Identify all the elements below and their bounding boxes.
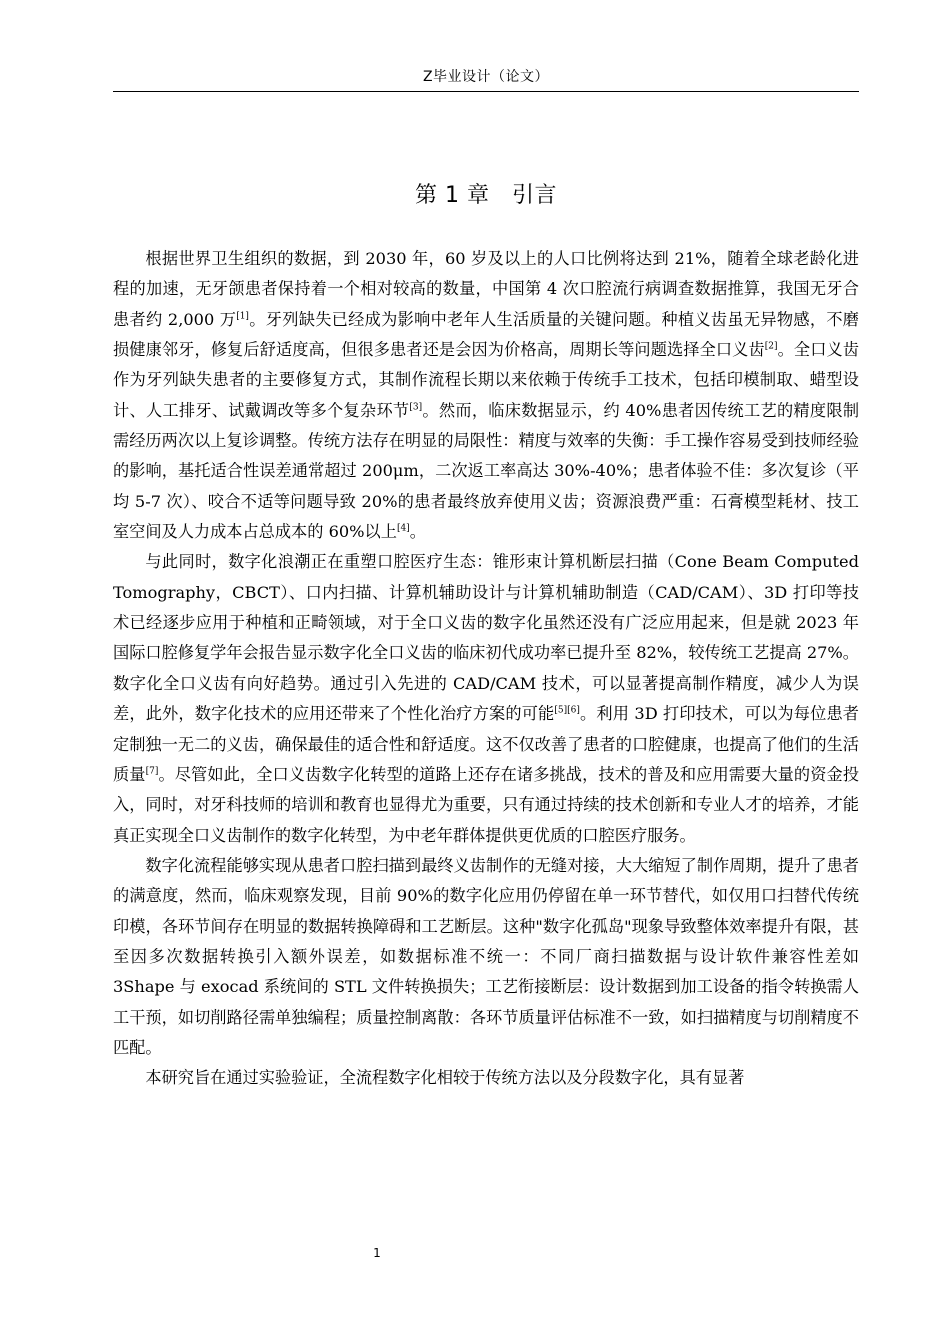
paragraph-text: 。全口义齿作为牙列缺失患者的主要修复方式，其制作流程长期以来依赖于传统手工技术，包括印模制取、蜡型设计、人工排牙、试戴调改等多个复杂环节 [113,340,860,420]
body-paragraph [113,851,859,1063]
page-header: Z毕业设计（论文） [422,69,550,85]
chapter-title: 第 1 章 引言 [415,183,557,208]
paragraph-text: 。利用 3D 打印技术，可以为每位患者定制独一无二的义齿，确保最佳的适合性和舒适度。这不仅改善了患者的口腔健康，也提高了他们的生活质量 [113,704,859,784]
paragraph-text: 。 [409,522,426,542]
citation-marker: [4] [396,523,410,534]
paragraph-text: 数字化流程能够实现从患者口腔扫描到最终义齿制作的无缝对接，大大缩短了制作周期，提升了患者的满意度，然而，临床观察发现，目前 90%的数字化应用仍停留在单一环节替代，如仅用口扫替代传统印模，各环节间存在明显的数据转换障碍和工艺断层。这种"数字化孤岛"现象导致整体效率提升有限，甚至因多次数据转换引入额外误差，如数据标准不统一：不同厂商扫描数据与设计软件兼容性差如 3Shape 与 exocad 系统间的 STL 文件转换损失；工艺衔接断层：设计数据到加工设备的指令转换需人工干预，如切削路径需单独编程；质量控制离散：各环节质量评估标准不一致，如扫描精度与切削精度不匹配。 [113,855,859,1057]
body-text [113,244,859,1094]
citation-marker: [7] [145,766,159,777]
paragraph-text: 本研究旨在通过实验验证，全流程数字化相较于传统方法以及分段数字化，具有显著 [145,1068,745,1088]
citation-marker: [1] [236,311,249,322]
paragraph-text: 。尽管如此，全口义齿数字化转型的道路上还存在诸多挑战，技术的普及和应用需要大量的资金投入，同时，对牙科技师的培训和教育也显得尤为重要，只有通过持续的技术创新和专业人才的培养，才能真正实现全口义齿制作的数字化转型，为中老年群体提供更优质的口腔医疗服务。 [113,764,860,845]
paragraph-text: 。然而，临床数据显示，约 40%患者因传统工艺的精度限制需经历两次以上复诊调整。传统方法存在明显的局限性：精度与效率的失衡：手工操作容易受到技师经验的影响，基托适合性误差通常超过 200μm，二次返工率高达 30%-40%；患者体验不佳：多次复诊（平均 5-7 次）、咬合不适等问题导致 20%的患者最终放弃使用义齿；资源浪费严重：石膏模型耗材、技工室空间及人力成本占总成本的 60%以上 [113,400,860,542]
paragraph-text: 。牙列缺失已经成为影响中老年人生活质量的关键问题。种植义齿虽无异物感，不磨损健康邻牙，修复后舒适度高，但很多患者还是会因为价格高，周期长等问题选择全口义齿 [113,309,859,360]
body-paragraph [113,244,859,547]
citation-marker: [3] [409,402,423,413]
body-paragraph [113,1063,859,1093]
citation-marker: [5][6] [554,705,580,716]
paragraph-text: 与此同时，数字化浪潮正在重塑口腔医疗生态：锥形束计算机断层扫描（Cone Beam Computed Tomography，CBCT）、口内扫描、计算机辅助设计与计算机辅助制造（CAD/CAM）、3D 打印等技术已经逐步应用于种植和正畸领域，对于全口义齿的数字化虽然还没有广泛应用起来，但是就 2023 年国际口腔修复学年会报告显示数字化全口义齿的临床初代成功率已提升至 82%，较传统工艺提高 27%。数字化全口义齿有向好趋势。通过引入先进的 CAD/CAM 技术，可以显著提高制作精度，减少人为误差，此外，数字化技术的应用还带来了个性化治疗方案的可能 [113,552,859,724]
citation-marker: [2] [764,341,778,352]
paragraph-text: 根据世界卫生组织的数据，到 2030 年，60 岁及以上的人口比例将达到 21%，随着全球老龄化进程的加速，无牙颌患者保持着一个相对较高的数量，中国第 4 次口腔流行病调查数据推算，我国无牙合患者约 2,000 万 [113,249,859,329]
page-number: 1 [373,1246,381,1260]
body-paragraph [113,547,859,850]
header-divider [113,91,859,92]
